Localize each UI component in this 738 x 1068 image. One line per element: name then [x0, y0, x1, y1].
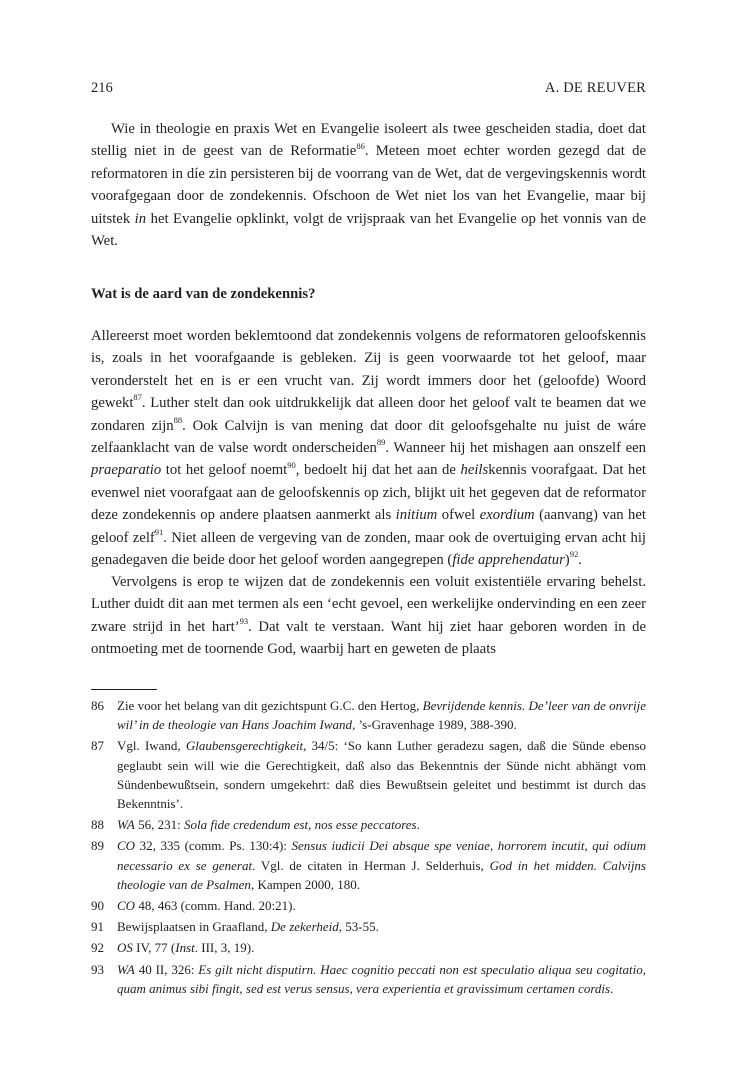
footnote-87: 87 Vgl. Iwand, Glaubensgerechtigkeit, 34/5: ‘So kann Luther geradezu sagen, daß die Sünde ebenso geglaubt sein will wie die Gerechtigkeit, daß also das Bekenntnis der Sünde nicht abhängt vom Sündenbewußtsein, sondern umgekehrt: daß dies Bewußtsein geleitet und bestimmt ist durch das Bekenntnis’. [91, 738, 646, 812]
footnote-ref-90: 90 [287, 459, 296, 470]
footnote-ref-87: 87 [133, 392, 142, 403]
paragraph-2: Allereerst moet worden beklemtoond dat zondekennis volgens de reformatoren geloofskennis is, zoals in het voorafgaande is gebleken. Zij is geen voorwaarde tot het geloof, maar veronderstelt het en is er een vrucht van. Zij wordt immers door het (geloofde) Woord gewekt$^{87}$. Luther stelt dan ook uitdrukkelijk dat alleen door het geloof valt te beamen dat we zondaren zijn$^{88}$. Ook Calvijn is van mening dat door dit geloofsgehalte nu juist de wáre zelfaanklacht van de valse wordt onderscheiden$^{89}$. Wanneer hij het mishagen aan onszelf een praeparatio tot het geloof noemt$^{90}$, bedoelt hij dat het aan de heilskennis voorafgaat. Dat het evenwel niet voorafgaat aan de geloofskennis op zich, blijkt uit het gegeven dat de reformator deze zondekennis op andere plaatsen aanmerkt als initium ofwel exordium (aanvang) van het geloof zelf$^{91}$. Niet alleen de vergeving van de zonden, maar ook de overtuiging ervan acht hij genadegaven die beide door het geloof worden aangegrepen (fide apprehendatur)$^{92}$. [91, 328, 646, 569]
footnote-ref-91: 91 [154, 526, 164, 537]
footnote-ref-93: 93 [239, 615, 249, 626]
footnote-92: 92 OS IV, 77 (Inst. III, 3, 19). [91, 940, 255, 956]
page-number: 216 [91, 80, 113, 96]
footnote-ref-89: 89 [376, 437, 386, 448]
footnote-88: 88 WA 56, 231: Sola fide credendum est, nos esse peccatores. [91, 817, 420, 833]
footnote-86: 86 Zie voor het belang van dit gezichtspunt G.C. den Hertog, Bevrijdende kennis. De’leer van de onvrije wil’ in de theologie van Hans Joachim Iwand, ’s-Gravenhage 1989, 388-390. [91, 698, 647, 733]
paragraph-1: Wie in theologie en praxis Wet en Evangelie isoleert als twee gescheiden stadia, doet dat stellig niet in de geest van de Reformatie$^{86}$. Meteen moet echter worden gezegd dat de reformatoren in díe zin persisteren bij de voorrang van de Wet, dat de vergevingskennis wordt voorafgegaan door de zondekennis. Ofschoon de Wet niet los van het Evangelie, maar bij uitstek in het Evangelie opklinkt, volgt de vrijspraak van het Evangelie op het vonnis van de Wet. [91, 121, 646, 250]
footnote-93: 93 WA 40 II, 326: Es gilt nicht disputirn. Haec cognitio peccati non est speculatio aliqua seu cogitatio, quam animus sibi fingit, sed est verus sensus, vera experientia et gravissimum certamen cordis. [91, 961, 646, 996]
section-heading: Wat is de aard van de zondekennis? [91, 286, 316, 302]
footnote-ref-86: 86 [356, 140, 365, 151]
running-head-author: A. DE REUVER [544, 80, 646, 96]
paragraph-3: Vervolgens is erop te wijzen dat de zondekennis een voluit existentiële ervaring behelst. Luther duidt dit aan met termen als een ‘echt gevoel, een werkelijke ondervinding en een zeer zware strijd in het hart’$^{93}$. Dat valt te verstaan. Want hij ziet haar geboren worden in de ontmoeting met de toornende God, waarbij hart en geweten de plaats [91, 574, 646, 658]
footnote-90: 90 CO 48, 463 (comm. Hand. 20:21). [91, 898, 296, 914]
footnote-ref-92: 92 [569, 549, 579, 560]
running-header [91, 80, 646, 100]
footnote-ref-88: 88 [173, 414, 183, 425]
footnotes [91, 696, 646, 1000]
footnote-separator [91, 689, 157, 690]
footnote-89: 89 CO 32, 335 (comm. Ps. 130:4): Sensus iudicii Dei absque spe veniae, horrorem incutit, qui odium necessario ex se generat. Vgl. de citaten in Herman J. Selderhuis, God in het midden. Calvijns theologie van de Psalmen, Kampen 2000, 180. [91, 838, 647, 892]
footnote-91: 91 Bewijsplaatsen in Graafland, De zekerheid, 53-55. [91, 919, 379, 935]
